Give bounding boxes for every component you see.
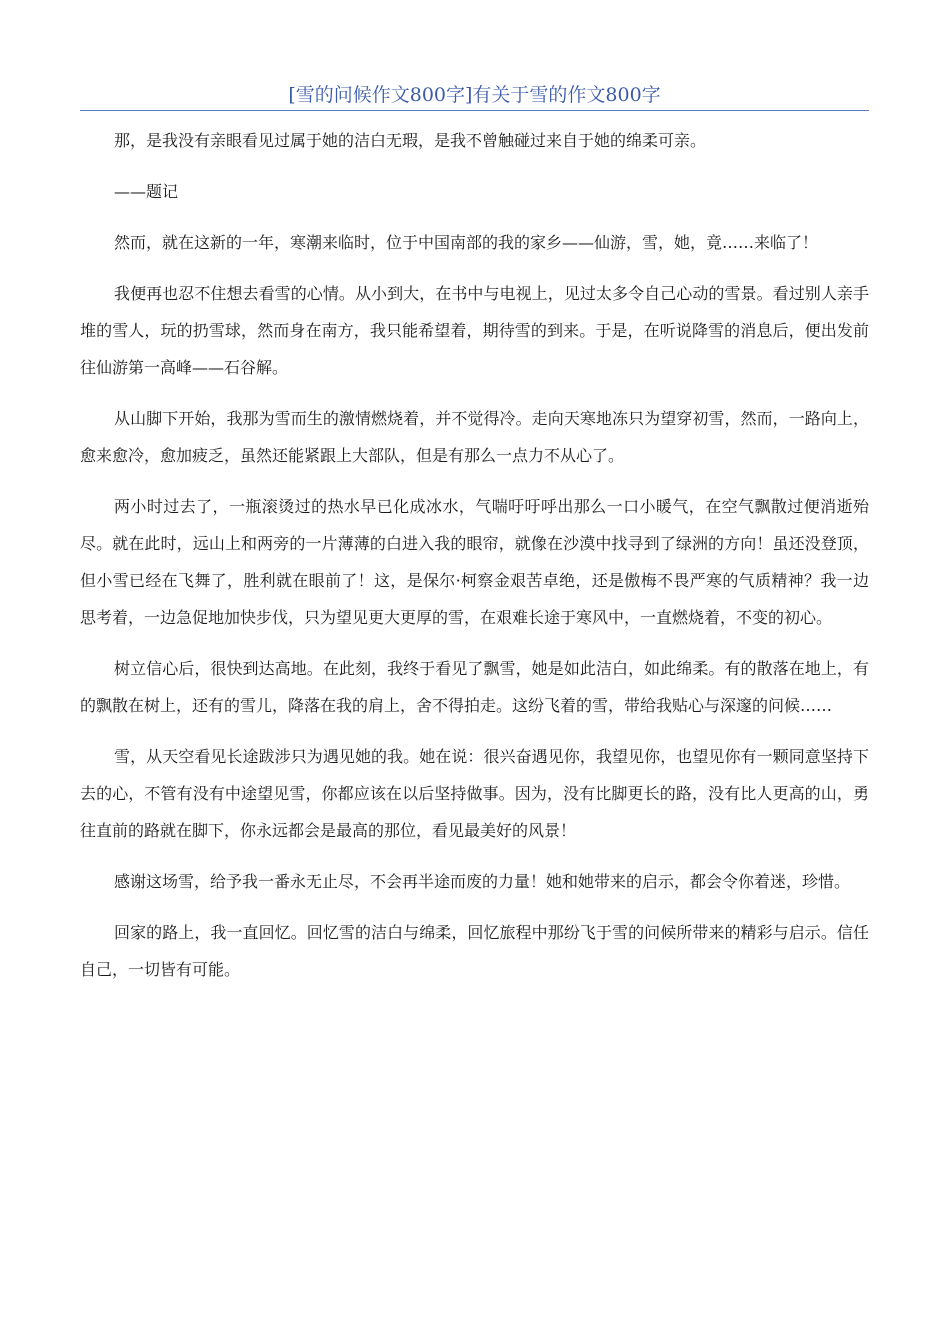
paragraph: 我便再也忍不住想去看雪的心情。从小到大，在书中与电视上，见过太多令自己心动的雪景。看过别人亲手堆的雪人，玩的扔雪球，然而身在南方，我只能希望着，期待雪的到来。于是，在听说降雪的消息后，便出发前往仙游第一高峰——石谷解。 (80, 284, 869, 377)
paragraph: 树立信心后，很快到达高地。在此刻，我终于看见了飘雪，她是如此洁白，如此绵柔。有的散落在地上，有的飘散在树上，还有的雪儿，降落在我的肩上，舍不得拍走。这纷飞着的雪，带给我贴心与深邃的问候…… (80, 659, 869, 715)
header-divider (80, 110, 869, 111)
paragraph-epigraph-attribution: ——题记 (114, 182, 179, 201)
paragraph-intro: 那，是我没有亲眼看见过属于她的洁白无瑕，是我不曾触碰过来自于她的绵柔可亲。 (114, 131, 707, 150)
paragraph: 从山脚下开始，我那为雪而生的激情燃烧着，并不觉得冷。走向天寒地冻只为望穿初雪，然而，一路向上，愈来愈冷，愈加疲乏，虽然还能紧跟上大部队，但是有那么一点力不从心了。 (80, 409, 869, 465)
paragraph: 两小时过去了，一瓶滚烫过的热水早已化成冰水，气喘吁吁呼出那么一口小暖气，在空气飘散过便消逝殆尽。就在此时，远山上和两旁的一片薄薄的白进入我的眼帘，就像在沙漠中找寻到了绿洲的方向！虽还没登顶，但小雪已经在飞舞了，胜利就在眼前了！这，是保尔·柯察金艰苦卓绝，还是傲梅不畏严寒的气质精神？我一边思考着，一边急促地加快步伐，只为望见更大更厚的雪，在艰难长途于寒风中，一直燃烧着，不变的初心。 (80, 497, 869, 627)
document-body (80, 122, 869, 1002)
page-header-title: [雪的问候作文800字]有关于雪的作文800字 (288, 84, 661, 106)
paragraph: 然而，就在这新的一年，寒潮来临时，位于中国南部的我的家乡——仙游，雪，她，竟……来临了！ (114, 233, 819, 252)
paragraph: 感谢这场雪，给予我一番永无止尽，不会再半途而废的力量！她和她带来的启示，都会令你着迷，珍惜。 (114, 872, 851, 891)
paragraph: 雪，从天空看见长途跋涉只为遇见她的我。她在说：很兴奋遇见你，我望见你，也望见你有一颗同意坚持下去的心，不管有没有中途望见雪，你都应该在以后坚持做事。因为，没有比脚更长的路，没有比人更高的山，勇往直前的路就在脚下，你永远都会是最高的那位，看见最美好的风景！ (80, 747, 869, 840)
paragraph-closing: 回家的路上，我一直回忆。回忆雪的洁白与绵柔，回忆旅程中那纷飞于雪的问候所带来的精彩与启示。信任自己，一切皆有可能。 (80, 923, 869, 979)
